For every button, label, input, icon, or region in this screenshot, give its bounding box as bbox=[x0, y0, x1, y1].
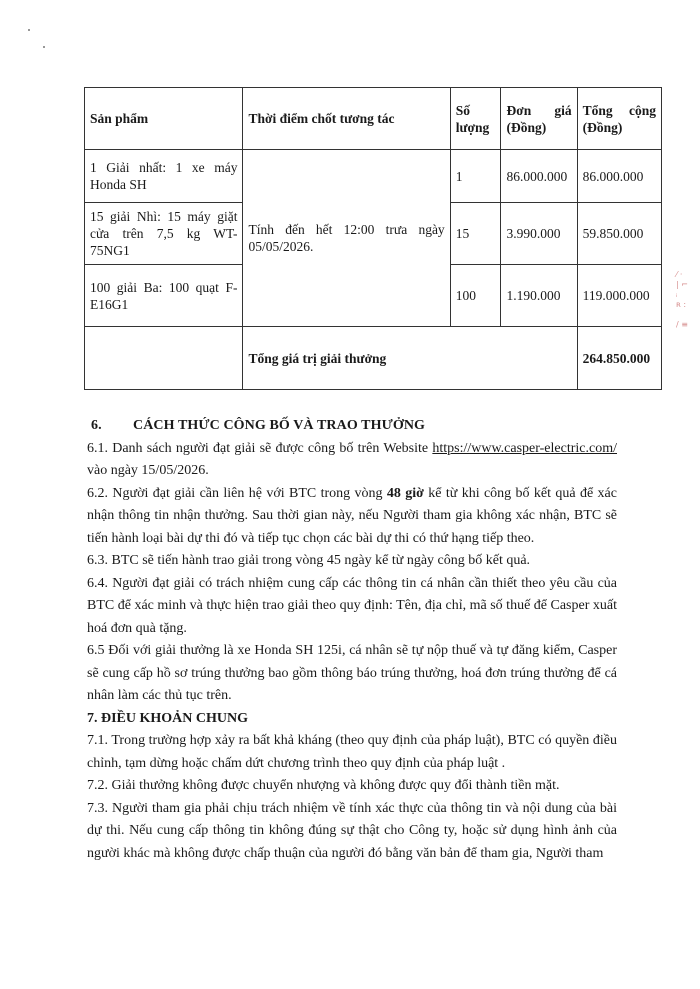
website-link[interactable]: https://www.casper-electric.com/ bbox=[432, 440, 617, 456]
header-deadline: Thời điểm chốt tương tác bbox=[243, 88, 450, 150]
deadline-cell: Tính đến hết 12:00 trưa ngày 05/05/2026. bbox=[243, 150, 450, 327]
paragraph-7-3: 7.3. Người tham gia phải chịu trách nhiệm về tính xác thực của thông tin và nội dung của bài dự thi. Nếu cung cấp thông tin không đúng sự thật cho Công ty, hoặc sử dụng hình ảnh của người khác mà không được chấp thuận của người đó bằng văn bản để tham gia, Người tham bbox=[87, 800, 617, 861]
prize-product: 100 giải Ba: 100 quạt F-E16G1 bbox=[85, 265, 243, 327]
prize-total: 119.000.000 bbox=[577, 265, 661, 327]
deadline-hours: 48 giờ bbox=[386, 485, 424, 501]
header-quantity: Số lượng bbox=[450, 88, 501, 150]
paragraph-text: 6.1. Danh sách người đạt giải sẽ được công bố trên Website bbox=[87, 440, 433, 456]
prize-quantity: 100 bbox=[450, 265, 501, 327]
paragraph-6-4: 6.4. Người đạt giải có trách nhiệm cung cấp các thông tin cá nhân cần thiết theo yêu cầu của BTC để xác minh và thực hiện trao giải theo quy định: Tên, địa chỉ, mã số thuế để Casper xuất hoá đơn quà tặng. bbox=[87, 575, 617, 636]
scan-speck bbox=[43, 46, 45, 48]
paragraph-7-1: 7.1. Trong trường hợp xảy ra bất khả kháng (theo quy định của pháp luật), BTC có quyền điều chỉnh, tạm dừng hoặc chấm dứt chương trình theo quy định của pháp luật . bbox=[87, 733, 617, 771]
margin-stamp-mark: ⁄ · | ⌐ ᵢ ʀ : / ≡ bbox=[676, 270, 688, 329]
prize-unit-price: 86.000.000 bbox=[501, 150, 577, 203]
empty-cell bbox=[85, 327, 243, 390]
scan-speck bbox=[28, 29, 30, 31]
paragraph-7-2: 7.2. Giải thưởng không được chuyển nhượng và không được quy đổi thành tiền mặt. bbox=[87, 778, 560, 793]
paragraph-6-1 bbox=[87, 438, 617, 483]
total-value: 264.850.000 bbox=[577, 327, 661, 390]
section-6-heading bbox=[87, 415, 617, 438]
prize-total: 59.850.000 bbox=[577, 203, 661, 265]
table-header-row bbox=[85, 88, 662, 150]
prize-table bbox=[84, 87, 662, 390]
paragraph-text: 6.2. Người đạt giải cần liên hệ với BTC trong vòng bbox=[87, 485, 387, 501]
section-7-heading: 7. ĐIỀU KHOẢN CHUNG bbox=[87, 710, 249, 726]
prize-quantity: 15 bbox=[450, 203, 501, 265]
table-total-row bbox=[85, 327, 662, 390]
prize-quantity: 1 bbox=[450, 150, 501, 203]
prize-total: 86.000.000 bbox=[577, 150, 661, 203]
total-label: Tổng giá trị giải thưởng bbox=[243, 327, 577, 390]
paragraph-text: vào ngày 15/05/2026. bbox=[87, 463, 209, 478]
paragraph-6-3: 6.3. BTC sẽ tiến hành trao giải trong vòng 45 ngày kể từ ngày công bố kết quả. bbox=[87, 553, 531, 568]
prize-product: 1 Giải nhất: 1 xe máy Honda SH bbox=[85, 150, 243, 203]
section-6-number: 6. bbox=[91, 418, 102, 433]
header-total: Tổng cộng (Đồng) bbox=[577, 88, 661, 150]
paragraph-6-5: 6.5 Đối với giải thưởng là xe Honda SH 125i, cá nhân sẽ tự nộp thuế và tự đăng kiểm, Casper sẽ cung cấp hồ sơ trúng thưởng bao gồm thông báo trúng thưởng, hoá đơn trúng thưởng để cá nhân làm các thủ tục trên. bbox=[87, 643, 617, 703]
main-text bbox=[87, 415, 617, 865]
header-product: Sản phẩm bbox=[85, 88, 243, 150]
prize-product: 15 giải Nhì: 15 máy giặt cửa trên 7,5 kg WT-75NG1 bbox=[85, 203, 243, 265]
prize-unit-price: 1.190.000 bbox=[501, 265, 577, 327]
paragraph-6-2 bbox=[87, 483, 617, 551]
table-row bbox=[85, 150, 662, 203]
header-unit-price: Đơn giá (Đồng) bbox=[501, 88, 577, 150]
section-6-title: CÁCH THỨC CÔNG BỐ VÀ TRAO THƯỞNG bbox=[133, 418, 426, 433]
paragraph-text: kể từ khi công bố kết quả để xác nhận thông tin nhận thưởng. Sau thời gian này, nếu Người tham gia không xác nhận, BTC sẽ tiến hành loại bài dự thi đó và tiếp tục chọn các bài dự thi có thứ hạng tiếp theo. bbox=[87, 485, 617, 546]
prize-unit-price: 3.990.000 bbox=[501, 203, 577, 265]
